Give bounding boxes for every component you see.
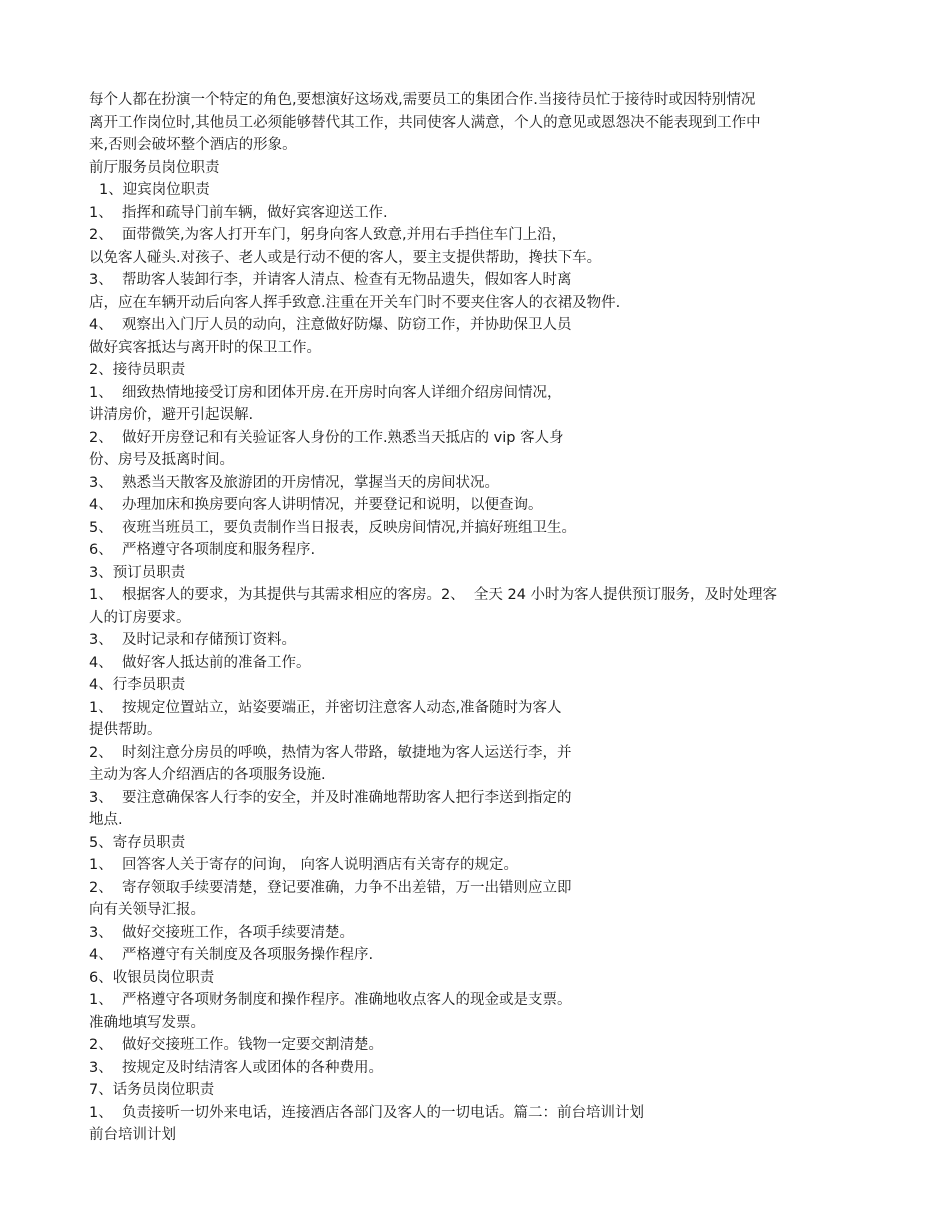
list-item: 4、 严格遵守有关制度及各项服务操作程序. (89, 947, 374, 963)
list-item: 1、 指挥和疏导门前车辆，做好宾客迎送工作. (89, 204, 388, 221)
list-item: 3、 按规定及时结清客人或团体的各种费用。 (89, 1059, 383, 1076)
list-item: 2、 做好开房登记和有关验证客人身份的工作.熟悉当天抵店的 vip 客人身 (89, 429, 564, 446)
list-item: 3、 做好交接班工作，各项手续要清楚。 (89, 924, 354, 941)
list-item: 1、 根据客人的要求，为其提供与其需求相应的客房。2、 全天 24 小时为客人提供预订服务，及时处理客 (89, 587, 778, 603)
list-item: 1、 按规定位置站立，站姿要端正，并密切注意客人动态,准备随时为客人 (89, 699, 562, 716)
subsection-heading-cashier: 6、收银员岗位职责 (89, 969, 215, 986)
list-item: 4、 观察出入门厅人员的动向，注意做好防爆、防窃工作，并协助保卫人员 (89, 317, 572, 333)
list-item-continuation: 店，应在车辆开动后向客人挥手致意.注重在开关车门时不要夹住客人的衣裙及物件. (89, 294, 621, 311)
list-item: 2、 做好交接班工作。钱物一定要交割清楚。 (89, 1037, 383, 1053)
list-item-continuation: 向有关领导汇报。 (89, 902, 205, 918)
list-item: 2、 面带微笑,为客人打开车门，躬身向客人致意,并用右手挡住车门上沿， (89, 227, 567, 243)
subsection-heading-storage: 5、寄存员职责 (89, 834, 186, 851)
subsection-heading-receptionist: 2、接待员职责 (89, 362, 186, 378)
list-item: 4、 办理加床和换房要向客人讲明情况，并要登记和说明，以便查询。 (89, 497, 543, 513)
section-heading-front-desk: 前厅服务员岗位职责 (89, 159, 220, 176)
intro-line-1: 每个人都在扮演一个特定的角色,要想演好这场戏,需要员工的集团合作.当接待员忙于接待时或因特别情况 (89, 92, 756, 108)
list-item: 2、 寄存领取手续要清楚，登记要准确，力争不出差错，万一出错则应立即 (89, 879, 572, 896)
list-item: 2、 时刻注意分房员的呼唤，热情为客人带路，敏捷地为客人运送行李，并 (89, 744, 572, 761)
list-item: 5、 夜班当班员工，要负责制作当日报表，反映房间情况,并搞好班组卫生。 (89, 519, 577, 536)
document-body (89, 89, 869, 1147)
list-item-continuation: 地点. (89, 812, 123, 828)
intro-line-2: 离开工作岗位时,其他员工必须能够替代其工作，共同使客人满意，个人的意见或恩怨决不能表现到工作中 (89, 114, 761, 131)
list-item-continuation: 讲清房价，避开引起误解. (89, 407, 254, 423)
subsection-heading-bellman: 4、行李员职责 (89, 677, 186, 693)
list-item-continuation: 准确地填写发票。 (89, 1014, 205, 1031)
section-heading-training-plan: 前台培训计划 (89, 1127, 176, 1143)
list-item-continuation: 人的订房要求。 (89, 609, 191, 626)
list-item: 3、 帮助客人装卸行李，并请客人清点、检查有无物品遗失，假如客人时离 (89, 272, 572, 288)
list-item: 3、 及时记录和存储预订资料。 (89, 632, 296, 648)
list-item: 1、 严格遵守各项财务制度和操作程序。准确地收点客人的现金或是支票。 (89, 992, 572, 1008)
list-item-continuation: 份、房号及抵离时间。 (89, 452, 234, 468)
subsection-heading-operator: 7、话务员岗位职责 (89, 1082, 215, 1098)
list-item: 1、 负责接听一切外来电话，连接酒店各部门及客人的一切电话。篇二：前台培训计划 (89, 1104, 644, 1121)
list-item: 1、 回答客人关于寄存的问询， 向客人说明酒店有关寄存的规定。 (89, 857, 519, 873)
list-item-continuation: 做好宾客抵达与离开时的保卫工作。 (89, 339, 321, 356)
list-item-continuation: 主动为客人介绍酒店的各项服务设施. (89, 767, 326, 783)
list-item: 4、 做好客人抵达前的准备工作。 (89, 654, 311, 671)
intro-line-3: 来,否则会破坏整个酒店的形象。 (89, 137, 297, 153)
list-item: 1、 细致热情地接受订房和团体开房.在开房时向客人详细介绍房间情况， (89, 384, 562, 401)
subsection-heading-reservation: 3、预订员职责 (89, 564, 186, 581)
subsection-heading-greeter: 1、迎宾岗位职责 (99, 182, 210, 198)
list-item: 3、 要注意确保客人行李的安全，并及时准确地帮助客人把行李送到指定的 (89, 789, 572, 806)
list-item: 3、 熟悉当天散客及旅游团的开房情况，掌握当天的房间状况。 (89, 474, 499, 491)
list-item-continuation: 以免客人碰头.对孩子、老人或是行动不便的客人，要主支提供帮助，搀扶下车。 (89, 249, 602, 266)
list-item-continuation: 提供帮助。 (89, 722, 162, 738)
list-item: 6、 严格遵守各项制度和服务程序. (89, 542, 316, 558)
